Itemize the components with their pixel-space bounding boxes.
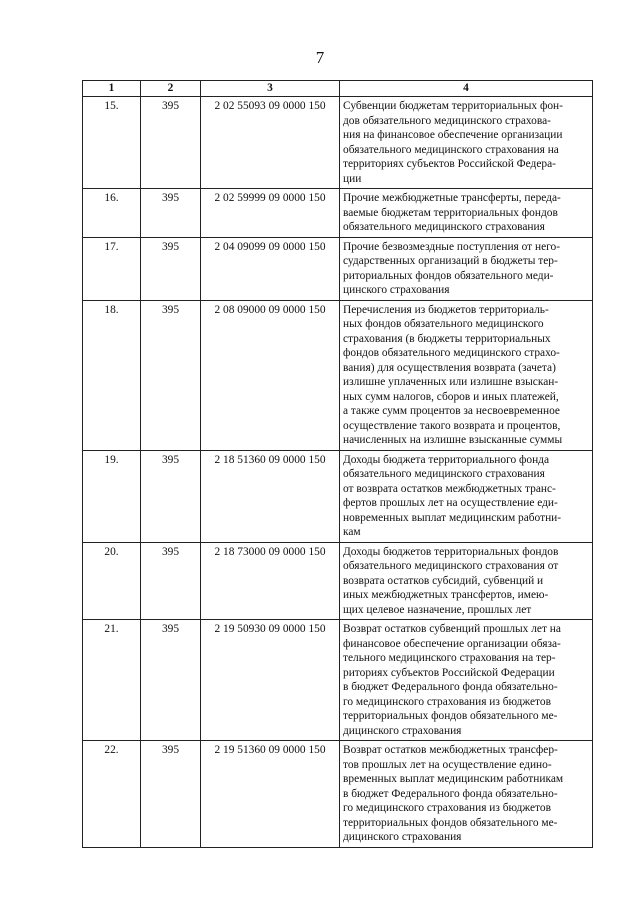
budget-classification-code: 2 18 51360 09 0000 150 [201, 450, 340, 542]
income-name-line: ных сумм налогов, сборов и иных платежей, [343, 390, 559, 403]
income-name-line: ния на финансовое обеспечение организации [343, 129, 563, 141]
row-number: 15. [83, 97, 141, 189]
income-name-line: в бюджет Федерального фонда обязательно- [343, 681, 558, 693]
income-name-line: иных межбюджетных трансфертов, имею- [343, 589, 549, 601]
income-name-line: вания) для осуществления возврата (зачета) [343, 361, 556, 374]
administrator-code: 395 [141, 741, 201, 848]
income-name-line: дов обязательного медицинского страхова- [343, 114, 551, 127]
income-name-line: сударственных организаций в бюджеты тер- [343, 255, 558, 267]
row-number: 17. [83, 237, 141, 300]
income-name [340, 300, 593, 450]
table-row [83, 450, 593, 542]
income-name-line: возврата остатков субсидий, субвенций и [343, 574, 544, 587]
budget-classification-code: 2 18 73000 09 0000 150 [201, 542, 340, 620]
income-name-line: Доходы бюджетов территориальных фондов [343, 545, 559, 558]
budget-classification-code: 2 19 51360 09 0000 150 [201, 741, 340, 848]
administrator-code: 395 [141, 237, 201, 300]
income-name-line: обязательного медицинского страхования [343, 468, 545, 480]
income-name-line: Прочие межбюджетные трансферты, переда- [343, 192, 561, 204]
income-name-line: риториальных фондов обязательного меди- [343, 269, 554, 282]
income-name-line: ных фондов обязательного медицинского [343, 318, 544, 330]
row-number: 21. [83, 620, 141, 741]
header-col-4: 4 [340, 81, 593, 97]
budget-classification-code: 2 02 59999 09 0000 150 [201, 189, 340, 238]
table-row [83, 237, 593, 300]
page-number: 7 [315, 48, 325, 67]
income-name-line: Доходы бюджета территориального фонда [343, 453, 550, 466]
table-body [83, 97, 593, 848]
administrator-code: 395 [141, 189, 201, 238]
row-number: 16. [83, 189, 141, 238]
income-name-line: тельного медицинского страхования на тер- [343, 652, 556, 664]
table-row [83, 300, 593, 450]
income-name-line: Возврат остатков межбюджетных трансфер- [343, 744, 558, 756]
income-name-line: кам [343, 526, 361, 538]
income-name-line: территориальных фондов обязательного ме- [343, 816, 558, 829]
income-name [340, 741, 593, 848]
row-number: 20. [83, 542, 141, 620]
income-name [340, 237, 593, 300]
income-name-line: в бюджет Федерального фонда обязательно- [343, 787, 558, 800]
income-name-line: излишне уплаченных или излишне взыскан- [343, 376, 559, 388]
income-name-line: начисленных на излишне взысканные суммы [343, 434, 563, 446]
income-name-line: обязательного медицинского страхования [343, 221, 545, 233]
table-row [83, 542, 593, 620]
income-name [340, 97, 593, 189]
income-name-line: фертов прошлых лет на осуществление еди- [343, 497, 558, 509]
budget-classification-code: 2 08 09000 09 0000 150 [201, 300, 340, 450]
income-name-line: фондов обязательного медицинского страхо- [343, 347, 560, 359]
income-name [340, 620, 593, 741]
income-name-line: обязательного медицинского страхования на [343, 143, 559, 156]
income-name-line: цинского страхования [343, 284, 450, 296]
income-name-line: ваемые бюджетам территориальных фондов [343, 206, 558, 219]
budget-classification-code: 2 19 50930 09 0000 150 [201, 620, 340, 741]
table-row [83, 189, 593, 238]
administrator-code: 395 [141, 542, 201, 620]
row-number: 22. [83, 741, 141, 848]
header-col-2: 2 [141, 81, 201, 97]
income-name-line: го медицинского страхования из бюджетов [343, 695, 551, 708]
income-name-line: риториях субъектов Российской Федерации [343, 666, 555, 679]
income-name-line: осуществление такого возврата и процентов, [343, 419, 561, 432]
budget-classification-code: 2 04 09099 09 0000 150 [201, 237, 340, 300]
budget-codes-table [82, 80, 593, 848]
income-name-line: новременных выплат медицинским работни- [343, 511, 562, 524]
income-name-line: Перечисления из бюджетов территориаль- [343, 303, 549, 316]
income-name-line: обязательного медицинского страхования от [343, 560, 559, 572]
income-name [340, 542, 593, 620]
income-name-line: тов прошлых лет на осуществление едино- [343, 758, 552, 771]
row-number: 18. [83, 300, 141, 450]
row-number: 19. [83, 450, 141, 542]
header-col-3: 3 [201, 81, 340, 97]
table-row [83, 741, 593, 848]
table-row [83, 620, 593, 741]
income-name-line: Возврат остатков субвенций прошлых лет на [343, 623, 561, 635]
income-name-line: го медицинского страхования из бюджетов [343, 802, 551, 814]
income-name-line: дицинского страхования [343, 831, 462, 843]
administrator-code: 395 [141, 450, 201, 542]
income-name-line: Субвенции бюджетам территориальных фон- [343, 100, 563, 112]
budget-classification-code: 2 02 55093 09 0000 150 [201, 97, 340, 189]
administrator-code: 395 [141, 620, 201, 741]
administrator-code: 395 [141, 97, 201, 189]
income-name-line: Прочие безвозмездные поступления от него- [343, 240, 561, 253]
income-name [340, 450, 593, 542]
income-name-line: финансовое обеспечение организации обяза- [343, 637, 561, 650]
income-name-line: от возврата остатков межбюджетных транс- [343, 482, 556, 495]
income-name-line: временных выплат медицинским работникам [343, 773, 564, 785]
income-name-line: страхования (в бюджеты территориальных [343, 332, 551, 345]
income-name [340, 189, 593, 238]
income-name-line: щих целевое назначение, прошлых лет [343, 603, 532, 616]
table-header-row [83, 81, 593, 97]
administrator-code: 395 [141, 300, 201, 450]
income-name-line: территориях субъектов Российской Федера- [343, 158, 556, 170]
table-row [83, 97, 593, 189]
income-name-line: территориальных фондов обязательного ме- [343, 710, 558, 722]
income-name-line: ции [343, 172, 362, 185]
header-col-1: 1 [83, 81, 141, 97]
income-name-line: а также сумм процентов за несвоевременное [343, 405, 560, 417]
income-name-line: дицинского страхования [343, 724, 462, 737]
